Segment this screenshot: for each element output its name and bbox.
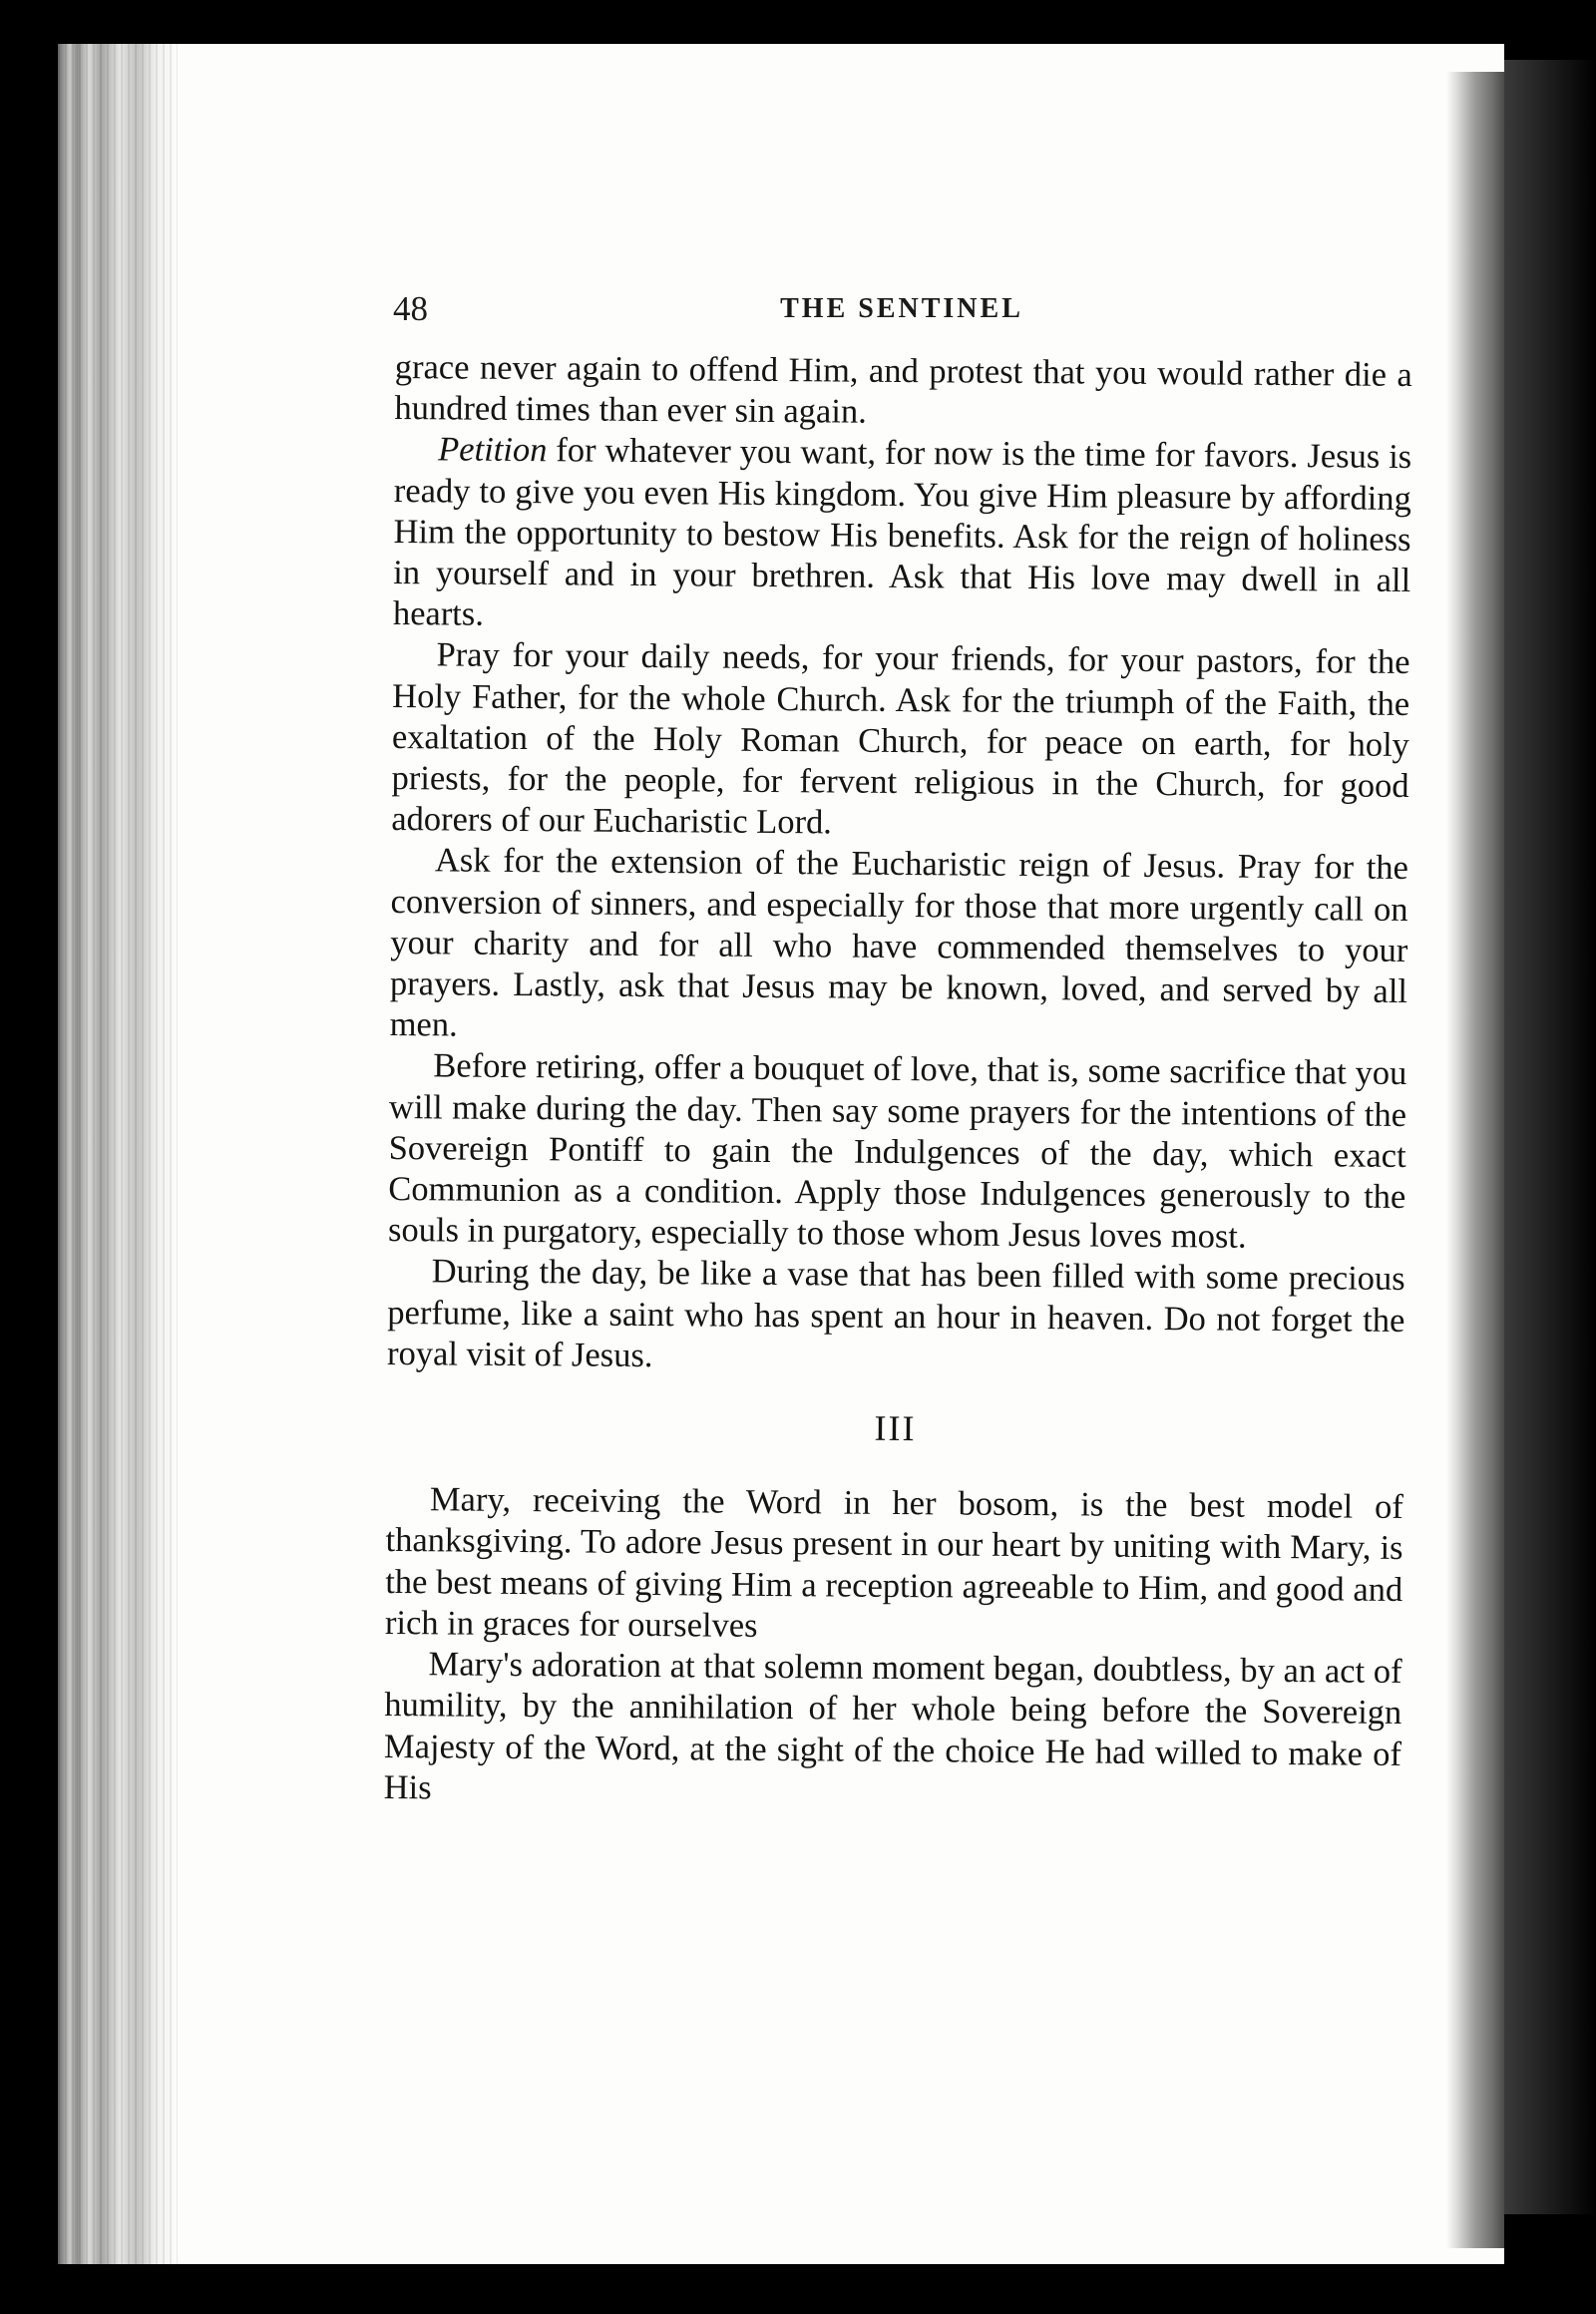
paragraph-text: for whatever you want, for now is the time for favors. Jesus is ready to give you even His kingdom. You give Him pleasure by affording Him the opportunity to bestow His benefits. Ask for the reign of holiness in yourself and in your brethren. Ask that His love may dwell in all hearts. (392, 431, 1412, 633)
paragraph: Pray for your daily needs, for your friends, for your pastors, for the Holy Father, for the whole Church. Ask for the triumph of the Faith, the exaltation of the Holy Roman Church, for peace on earth, for holy priests, for the people, for fervent religious in the Church, for good adorers of our Eucharistic Lord. (391, 635, 1410, 842)
paragraph: grace never again to offend Him, and protest that you would rather die a hundred times than ever sin again. (394, 347, 1412, 431)
page-header (393, 289, 1410, 331)
paragraph: Before retiring, offer a bouquet of love, that is, some sacrifice that you will make during the day. Then say some prayers for the intentions of the Sovereign Pontiff to gain the Indulgences of the day, which exact Communion as a condition. Apply those Indulgences generously to the souls in purgatory, especially to those whom Jesus loves most. (387, 1046, 1407, 1256)
page-edge-shadow (1504, 60, 1596, 2214)
paragraph-lead: Petition (438, 430, 548, 470)
paragraph: During the day, be like a vase that has been filled with some precious perfume, like a saint who has spent an hour in heaven. Do not forget the royal visit of Jesus. (386, 1252, 1405, 1374)
running-head: THE SENTINEL (780, 293, 1023, 324)
paragraph: Mary's adoration at that solemn moment began, doubtless, by an act of humility, by the annihilation of her whole being before the Sovereign Majesty of the Word, at the sight of the choice He had willed to make of His (383, 1645, 1402, 1807)
body-text (383, 347, 1411, 1816)
page-fore-edge (1446, 72, 1504, 2248)
section-heading: III (874, 1407, 917, 1449)
paragraph (393, 429, 1412, 642)
page-number: 48 (393, 289, 428, 328)
paragraph: Mary, receiving the Word in her bosom, is the best model of thanksgiving. To adore Jesus present in our heart by uniting with Mary, is the best means of giving Him a reception agreeable to Him, and good and rich in graces for ourselves (384, 1480, 1404, 1645)
paragraph: Ask for the extension of the Eucharistic reign of Jesus. Pray for the conversion of sinners, and especially for those that more urgently call on your charity and for all who have commended themselves to your prayers. Lastly, ask that Jesus may be known, loved, and served by all men. (389, 841, 1409, 1044)
page-binding-texture (58, 44, 178, 2264)
